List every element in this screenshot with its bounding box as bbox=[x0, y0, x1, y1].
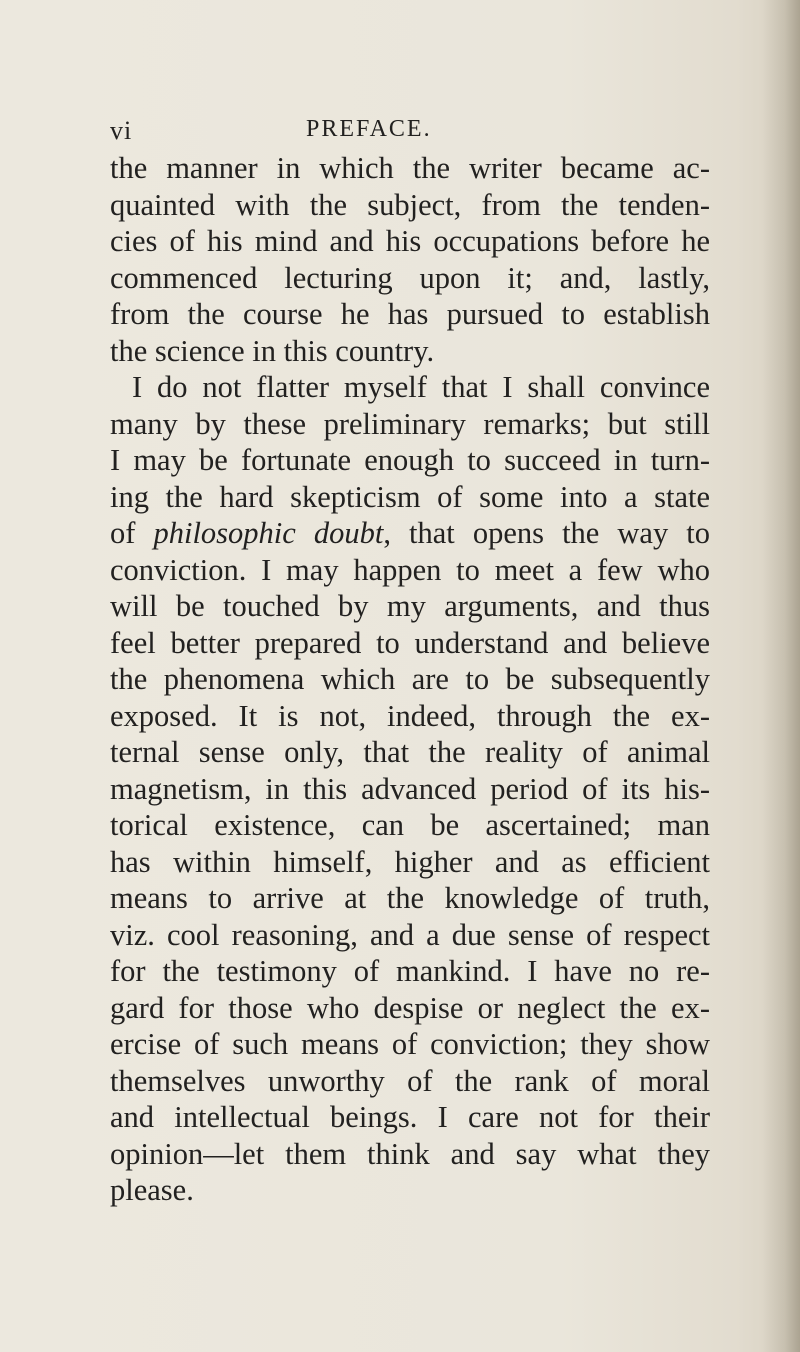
text-line: magnetism, in this advanced period of its his- bbox=[110, 771, 710, 806]
text-line: viz. cool reasoning, and a due sense of respect bbox=[110, 917, 710, 952]
text-line: quainted with the subject, from the tenden- bbox=[110, 187, 710, 222]
text-line: opinion—let them think and say what they bbox=[110, 1136, 710, 1171]
text-fragment: , that opens the way to bbox=[383, 516, 710, 550]
text-line: means to arrive at the knowledge of truth, bbox=[110, 881, 710, 915]
text-line: from the course he has pursued to establish bbox=[110, 297, 710, 331]
page-header bbox=[110, 116, 670, 148]
text-line: I may be fortunate enough to succeed in turn- bbox=[110, 443, 710, 477]
text-line: the manner in which the writer became ac- bbox=[110, 151, 710, 185]
text-line: will be touched by my arguments, and thus bbox=[110, 589, 710, 623]
text-line: commenced lecturing upon it; and, lastly, bbox=[110, 260, 710, 295]
running-title: PREFACE. bbox=[306, 116, 432, 142]
text-line: ternal sense only, that the reality of animal bbox=[110, 735, 710, 769]
italic-phrase: philosophic doubt bbox=[153, 516, 384, 550]
text-line: the science in this country. bbox=[110, 333, 435, 368]
text-line-with-italic bbox=[110, 515, 710, 551]
text-line: themselves unworthy of the rank of moral bbox=[110, 1063, 710, 1098]
text-line: feel better prepared to understand and believe bbox=[110, 625, 710, 660]
text-line: ercise of such means of conviction; they show bbox=[110, 1027, 710, 1061]
text-line: cies of his mind and his occupations before he bbox=[110, 224, 710, 258]
page-edge-shadow bbox=[762, 0, 800, 1352]
text-line: I do not flatter myself that I shall convince bbox=[132, 370, 710, 404]
text-line: has within himself, higher and as efficient bbox=[110, 844, 710, 879]
text-line: the phenomena which are to be subsequently bbox=[110, 662, 710, 696]
text-line: and intellectual beings. I care not for their bbox=[110, 1100, 710, 1134]
text-line: gard for those who despise or neglect the ex- bbox=[110, 990, 710, 1025]
text-line: torical existence, can be ascertained; man bbox=[110, 808, 710, 842]
text-line: ing the hard skepticism of some into a state bbox=[110, 479, 710, 514]
text-line: many by these preliminary remarks; but still bbox=[110, 406, 710, 441]
page-number: vi bbox=[110, 116, 133, 145]
text-fragment: of bbox=[110, 516, 154, 550]
text-line: conviction. I may happen to meet a few who bbox=[110, 552, 710, 587]
text-line: exposed. It is not, indeed, through the ex- bbox=[110, 698, 710, 733]
text-line: for the testimony of mankind. I have no re- bbox=[110, 954, 710, 988]
text-line: please. bbox=[110, 1173, 194, 1207]
